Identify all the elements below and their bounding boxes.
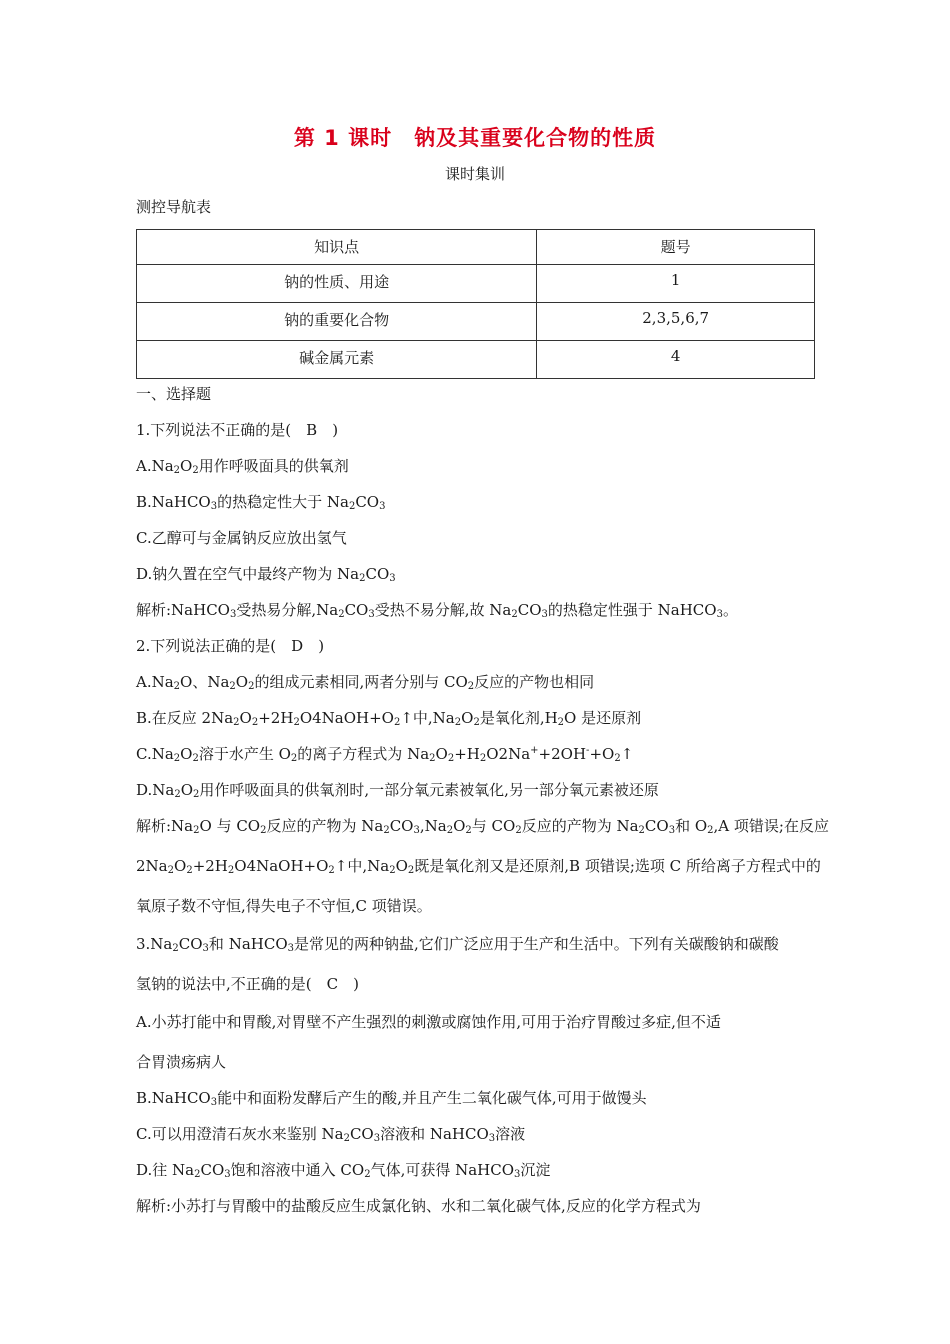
question-line: 2.下列说法正确的是( D ) (136, 637, 325, 655)
table-cell: 钠的重要化合物 (137, 303, 537, 341)
question-line: A.小苏打能中和胃酸,对胃壁不产生强烈的刺激或腐蚀作用,可用于治疗胃酸过多症,但不适 (136, 1013, 721, 1031)
table-row (137, 341, 815, 379)
lesson-subtitle: 课时集训 (444, 165, 505, 183)
table-row (137, 265, 815, 303)
question-line: $3.Na_2CO_3$和 NaHCO$_3$是常见的两种钠盐,它们广泛应用于生产和生活中。下列有关碳酸钠和碳酸 (136, 935, 779, 954)
lesson-title: 第 1 课时 钠及其重要化合物的性质 (293, 126, 657, 150)
table-header-cell: 题号 (537, 230, 815, 265)
question-line: $A.Na_2O_2$用作呼吸面具的供氧剂 (136, 457, 349, 476)
answer-line: 解析:NaHCO$_3$受热易分解$,Na_2CO_3$受热不易分解,故 $Na_2CO_3$的热稳定性强于 NaHCO$_3$。 (136, 601, 738, 620)
question-line: B.NaHCO$_3$能中和面粉发酵后产生的酸,并且产生二氧化碳气体,可用于做馒头 (136, 1089, 647, 1108)
question-line: B.NaHCO$_3$的热稳定性大于 $Na_2CO_3$ (136, 493, 386, 512)
table-cell: 2,3,5,6,7 (537, 303, 815, 341)
answer-line: 氧原子数不守恒,得失电子不守恒,C 项错误。 (136, 897, 432, 915)
table-header-cell: 知识点 (137, 230, 537, 265)
question-line: D.钠久置在空气中最终产物为 $Na_2CO_3$ (136, 565, 396, 584)
table-cell: 1 (537, 265, 815, 303)
table-row (137, 303, 815, 341)
table-label: 测控导航表 (136, 198, 212, 216)
question-line: D.往 $Na_2CO_3$饱和溶液中通入 $CO_2$气体,可获得 NaHCO$_3$沉淀 (136, 1161, 551, 1180)
nav-table (136, 229, 815, 379)
question-line: $D.Na_2O_2$用作呼吸面具的供氧剂时,一部分氧元素被氧化,另一部分氧元素被还原 (136, 781, 659, 800)
answer-line: 解析:小苏打与胃酸中的盐酸反应生成氯化钠、水和二氧化碳气体,反应的化学方程式为 (136, 1197, 701, 1215)
answer-line: $2Na_2O_2+2H_2O4NaOH+O_2↑$中$,Na_2O_2$既是氧化剂又是还原剂,B 项错误;选项 C 所给离子方程式中的 (136, 857, 821, 876)
table-cell: 钠的性质、用途 (137, 265, 537, 303)
table-header-row (137, 230, 815, 265)
answer-line: 解析$:Na_2O$ 与 $CO_2$反应的产物为 $Na_2CO_3,Na_2O_2$与 $CO_2$反应的产物为 $Na_2CO_3$和 $O_2,A$ 项错误;在反应 (136, 817, 829, 836)
question-line: C.乙醇可与金属钠反应放出氢气 (136, 529, 347, 547)
question-line: C.可以用澄清石灰水来鉴别 $Na_2CO_3$溶液和 NaHCO$_3$溶液 (136, 1125, 526, 1144)
question-line: $A.Na_2O$、$Na_2O_2$的组成元素相同,两者分别与 $CO_2$反应的产物也相同 (136, 673, 595, 692)
table-cell: 4 (537, 341, 815, 379)
question-line: 合胃溃疡病人 (136, 1053, 227, 1071)
question-line: 1.下列说法不正确的是( B ) (136, 421, 339, 439)
question-line: $C.Na_2O_2$溶于水产生 $O_2$的离子方程式为 $Na_2O_2+H_2O2Na^++2OH^-+O_2↑$ (136, 745, 634, 764)
section-heading: 一、选择题 (136, 385, 212, 403)
table-cell: 碱金属元素 (137, 341, 537, 379)
question-line: 氢钠的说法中,不正确的是( C ) (136, 975, 359, 993)
question-line: B.在反应 $2Na_2O_2+2H_2O4NaOH+O_2↑$中$,Na_2O_2$是氧化剂$,H_2O$ 是还原剂 (136, 709, 642, 728)
